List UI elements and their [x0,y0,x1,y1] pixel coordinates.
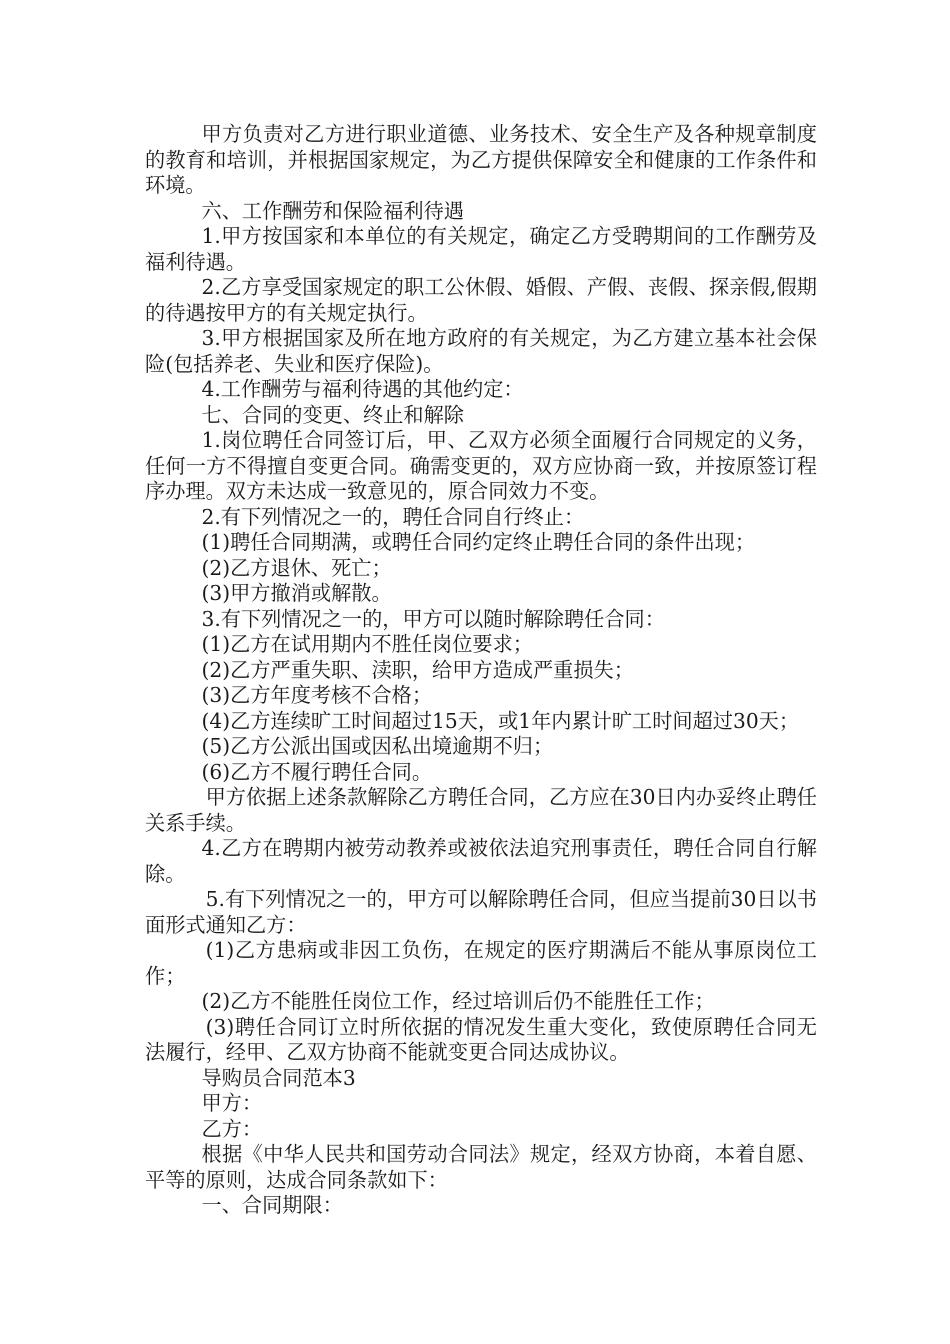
clause-7-2-item-2: (2)乙方退休、死亡； [201,555,392,580]
clause-7-3-note: 甲方依据上述条款解除乙方聘任合同，乙方应在30日内办妥终止聘任关系手续。 [145,785,817,835]
clause-7-4: 4.乙方在聘期内被劳动教养或被依法追究刑事责任，聘任合同自行解除。 [145,836,817,886]
clause-7-1: 1.岗位聘任合同签订后，甲、乙双方必须全面履行合同规定的义务，任何一方不得擅自变更合同。确需变更的，双方应协商一致，并按原签订程序办理。双方未达成一致意见的，原合同效力不变。 [145,428,817,503]
clause-7-2: 2.有下列情况之一的，聘任合同自行终止： [201,504,585,529]
party-b-label: 乙方： [201,1116,263,1141]
section-heading-1: 一、合同期限： [201,1193,343,1217]
party-a-label: 甲方： [201,1091,263,1115]
section-heading-6: 六、工作酬劳和保险福利待遇 [201,198,464,223]
clause-7-5-item-3: (3)聘任合同订立时所依据的情况发生重大变化，致使原聘任合同无法履行，经甲、乙双方协商不能就变更合同达成协议。 [145,1014,817,1064]
clause-7-3-item-5: (5)乙方公派出国或因私出境逾期不归； [201,734,554,758]
clause-7-2-item-1: (1)聘任合同期满，或聘任合同约定终止聘任合同的条件出现； [201,530,756,554]
clause-7-3-item-4: (4)乙方连续旷工时间超过15天，或1年内累计旷工时间超过30天； [201,708,800,733]
clause-6-4: 4.工作酬劳与福利待遇的其他约定： [201,377,524,401]
section-heading-7: 七、合同的变更、终止和解除 [201,402,464,427]
clause-7-5-item-2: (2)乙方不能胜任岗位工作，经过培训后仍不能胜任工作； [201,989,715,1013]
clause-7-2-item-3: (3)甲方撤消或解散。 [201,581,392,605]
clause-7-5-item-1: (1)乙方患病或非因工负伤，在规定的医疗期满后不能从事原岗位工作； [145,938,817,988]
template-title: 导购员合同范本3 [201,1065,356,1090]
clause-7-5: 5.有下列情况之一的，甲方可以解除聘任合同，但应当提前30日以书面形式通知乙方： [145,887,817,937]
clause-7-3-item-1: (1)乙方在试用期内不胜任岗位要求； [201,632,533,656]
clause-6-2: 2.乙方享受国家规定的职工公休假、婚假、产假、丧假、探亲假,假期的待遇按甲方的有关规定执行。 [145,275,817,325]
clause-7-3-item-2: (2)乙方严重失职、渎职，给甲方造成严重损失； [201,657,634,682]
paragraph-training: 甲方负责对乙方进行职业道德、业务技术、安全生产及各种规章制度的教育和培训，并根据国家规定，为乙方提供保障安全和健康的工作条件和环境。 [145,122,817,197]
clause-6-3: 3.甲方根据国家及所在地方政府的有关规定，为乙方建立基本社会保险(包括养老、失业和医疗保险)。 [145,326,817,376]
document-body [145,122,817,1219]
preamble-paragraph: 根据《中华人民共和国劳动合同法》规定，经双方协商，本着自愿、平等的原则，达成合同条款如下： [145,1142,817,1192]
clause-6-1: 1.甲方按国家和本单位的有关规定，确定乙方受聘期间的工作酬劳及福利待遇。 [145,224,817,274]
clause-7-3-item-6: (6)乙方不履行聘任合同。 [201,759,433,784]
clause-7-3-item-3: (3)乙方年度考核不合格； [201,683,433,707]
clause-7-3: 3.有下列情况之一的，甲方可以随时解除聘任合同： [201,606,665,631]
